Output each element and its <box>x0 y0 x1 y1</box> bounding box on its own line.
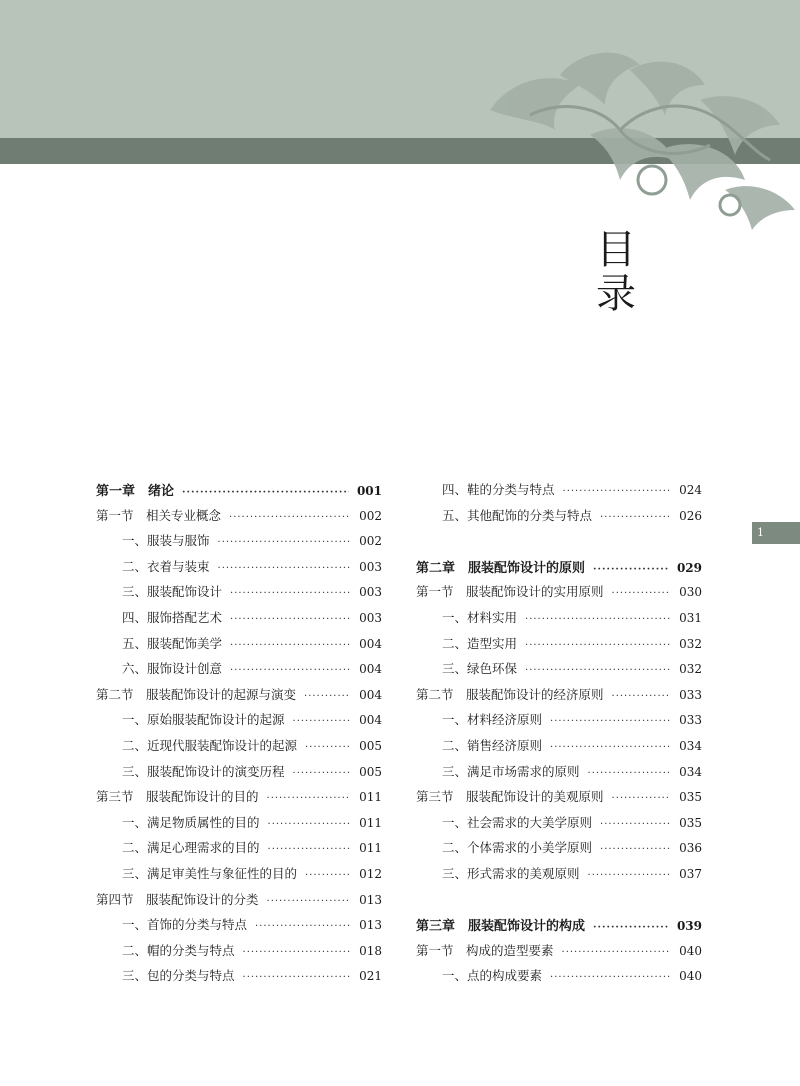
toc-entry-label: 四、服饰搭配艺术 <box>122 609 223 625</box>
toc-leader-dots <box>593 564 669 575</box>
toc-leader-dots <box>305 870 351 881</box>
toc-item-row[interactable] <box>96 966 382 992</box>
toc-entry-label: 三、绿色环保 <box>442 661 518 677</box>
toc-item-row[interactable] <box>416 480 702 506</box>
title-char: 目 <box>596 227 636 273</box>
toc-page-number: 030 <box>679 585 702 600</box>
toc-entry-label: 一、首饰的分类与特点 <box>122 917 248 933</box>
toc-item-row[interactable] <box>416 608 702 634</box>
toc-entry-label: 二、个体需求的小美学原则 <box>442 840 593 856</box>
toc-item-row[interactable] <box>416 634 702 660</box>
toc-leader-dots <box>243 947 352 958</box>
toc-entry-label: 第一章 绪论 <box>96 484 175 499</box>
toc-leader-dots <box>268 844 352 855</box>
toc-section-row[interactable] <box>416 787 702 813</box>
toc-entry-label: 五、服装配饰美学 <box>122 635 223 651</box>
toc-leader-dots <box>588 870 672 881</box>
toc-page-number: 035 <box>679 790 702 805</box>
toc-item-row[interactable] <box>96 710 382 736</box>
toc-leader-dots <box>230 640 351 651</box>
toc-leader-dots <box>593 922 669 933</box>
toc-page-number: 033 <box>679 687 702 702</box>
toc-page-number: 026 <box>679 508 702 523</box>
toc-section-row[interactable] <box>96 787 382 813</box>
toc-page-number: 005 <box>359 738 382 753</box>
toc-entry-label: 五、其他配饰的分类与特点 <box>442 507 593 523</box>
toc-page-number: 021 <box>359 969 382 984</box>
toc-entry-label: 第一节 服装配饰设计的实用原则 <box>416 584 604 600</box>
toc-item-row[interactable] <box>96 838 382 864</box>
toc-entry-label: 三、形式需求的美观原则 <box>442 865 580 881</box>
toc-entry-label: 第二节 服装配饰设计的经济原则 <box>416 686 604 702</box>
toc-leader-dots <box>229 512 351 523</box>
toc-page-number: 004 <box>359 662 382 677</box>
toc-page-number: 024 <box>679 483 702 497</box>
toc-leader-dots <box>218 563 352 574</box>
toc-page-number: 004 <box>359 713 382 728</box>
floral-ornament <box>470 40 800 230</box>
toc-leader-dots <box>255 921 351 932</box>
toc-entry-label: 三、满足审美性与象征性的目的 <box>122 865 298 881</box>
toc-entry-label: 一、社会需求的大美学原则 <box>442 814 593 830</box>
toc-page-number: 013 <box>359 918 382 933</box>
toc-page-number: 002 <box>359 508 382 523</box>
toc-section-row[interactable] <box>416 582 702 608</box>
toc-section-row[interactable] <box>416 941 702 967</box>
toc-leader-dots <box>550 972 671 983</box>
toc-entry-label: 第一节 构成的造型要素 <box>416 942 554 958</box>
toc-leader-dots <box>230 588 351 599</box>
toc-right-column <box>416 480 702 992</box>
toc-section-row[interactable] <box>96 685 382 711</box>
toc-page-number: 040 <box>679 969 702 984</box>
toc-leader-dots <box>293 716 352 727</box>
toc-leader-dots <box>305 742 351 753</box>
toc-spacer <box>416 890 702 916</box>
toc-entry-label: 第三章 服装配饰设计的构成 <box>416 919 586 935</box>
toc-entry-label: 一、原始服装配饰设计的起源 <box>122 712 285 728</box>
toc-entry-label: 一、材料经济原则 <box>442 712 543 728</box>
toc-item-row[interactable] <box>96 531 382 557</box>
toc-entry-label: 三、服装配饰设计的演变历程 <box>122 763 285 779</box>
toc-page-number: 031 <box>679 610 702 625</box>
toc-page-number: 011 <box>359 790 382 805</box>
title-char: 录 <box>596 271 636 317</box>
toc-entry-label: 三、服装配饰设计 <box>122 584 223 600</box>
toc-item-row[interactable] <box>96 608 382 634</box>
toc-chapter-row[interactable] <box>416 557 702 583</box>
toc-page-number: 011 <box>359 815 382 830</box>
toc-entry-label: 二、帽的分类与特点 <box>122 942 235 958</box>
toc-entry-label: 第四节 服装配饰设计的分类 <box>96 891 259 907</box>
toc-item-row[interactable] <box>96 634 382 660</box>
toc-page-number: 033 <box>679 713 702 728</box>
toc-item-row[interactable] <box>96 915 382 941</box>
toc-leader-dots <box>268 819 352 830</box>
toc-chapter-row[interactable] <box>96 480 382 506</box>
toc-section-row[interactable] <box>416 685 702 711</box>
toc-leader-dots <box>563 486 672 497</box>
toc-chapter-row[interactable] <box>416 915 702 941</box>
toc-page-number: 003 <box>359 585 382 600</box>
toc-leader-dots <box>612 793 672 804</box>
toc-item-row[interactable] <box>416 966 702 992</box>
toc-entry-label: 第一节 相关专业概念 <box>96 507 222 523</box>
toc-leader-dots <box>525 665 671 676</box>
toc-page-number: 003 <box>359 559 382 574</box>
toc-item-row[interactable] <box>96 736 382 762</box>
toc-page-number: 018 <box>359 943 382 958</box>
toc-leader-dots <box>230 614 351 625</box>
toc-entry-label: 一、材料实用 <box>442 609 518 625</box>
page-title <box>592 228 640 316</box>
toc-page-number: 004 <box>359 636 382 651</box>
toc-page-number: 013 <box>359 892 382 907</box>
toc-entry-label: 二、销售经济原则 <box>442 737 543 753</box>
toc-section-row[interactable] <box>96 890 382 916</box>
toc-item-row[interactable] <box>416 813 702 839</box>
toc-item-row[interactable] <box>96 762 382 788</box>
toc-item-row[interactable] <box>416 864 702 890</box>
toc-leader-dots <box>600 512 671 523</box>
toc-leader-dots <box>267 896 352 907</box>
toc-leader-dots <box>230 665 351 676</box>
toc-spacer <box>416 531 702 557</box>
toc-entry-label: 二、近现代服装配饰设计的起源 <box>122 737 298 753</box>
toc-page-number: 003 <box>359 610 382 625</box>
toc-item-row[interactable] <box>96 659 382 685</box>
toc-entry-label: 二、满足心理需求的目的 <box>122 840 260 856</box>
toc-item-row[interactable] <box>416 838 702 864</box>
toc-item-row[interactable] <box>96 813 382 839</box>
toc-entry-label: 一、服装与服饰 <box>122 533 210 549</box>
toc-page-number: 037 <box>679 866 702 881</box>
toc-page-number: 029 <box>676 560 702 575</box>
toc-entry-label: 六、服饰设计创意 <box>122 661 223 677</box>
toc-entry-label: 二、造型实用 <box>442 635 518 651</box>
toc-leader-dots <box>293 768 352 779</box>
toc-page-number: 034 <box>679 764 702 779</box>
toc-leader-dots <box>612 588 672 599</box>
toc-leader-dots <box>304 691 351 702</box>
toc-item-row[interactable] <box>416 710 702 736</box>
toc-page-number: 040 <box>679 943 702 958</box>
toc-entry-label: 四、鞋的分类与特点 <box>442 482 555 497</box>
toc-leader-dots <box>600 819 671 830</box>
toc-leader-dots <box>182 487 349 498</box>
toc-page-number: 011 <box>359 841 382 856</box>
toc-leader-dots <box>218 537 352 548</box>
toc-leader-dots <box>600 844 671 855</box>
toc-page-number: 032 <box>679 662 702 677</box>
toc-item-row[interactable] <box>96 864 382 890</box>
toc-section-row[interactable] <box>96 506 382 532</box>
toc-entry-label: 第二节 服装配饰设计的起源与演变 <box>96 686 297 702</box>
toc-item-row[interactable] <box>96 557 382 583</box>
toc-entry-label: 第三节 服装配饰设计的目的 <box>96 789 259 805</box>
toc-item-row[interactable] <box>416 506 702 532</box>
toc-item-row[interactable] <box>416 736 702 762</box>
toc-item-row[interactable] <box>416 659 702 685</box>
toc-entry-label: 一、点的构成要素 <box>442 968 543 984</box>
toc-leader-dots <box>562 947 672 958</box>
toc-leader-dots <box>588 768 672 779</box>
toc-leader-dots <box>243 972 352 983</box>
toc-left-column <box>96 480 382 992</box>
toc-entry-label: 三、包的分类与特点 <box>122 968 235 984</box>
toc-leader-dots <box>267 793 352 804</box>
toc-entry-label: 第二章 服装配饰设计的原则 <box>416 560 586 576</box>
toc-leader-dots <box>525 640 671 651</box>
toc-page-number: 001 <box>356 484 382 498</box>
toc-item-row[interactable] <box>96 582 382 608</box>
toc-page-number: 005 <box>359 764 382 779</box>
toc-entry-label: 二、衣着与装束 <box>122 558 210 574</box>
toc-leader-dots <box>612 691 672 702</box>
toc-item-row[interactable] <box>96 941 382 967</box>
toc-leader-dots <box>550 742 671 753</box>
toc-entry-label: 第三节 服装配饰设计的美观原则 <box>416 789 604 805</box>
toc-entry-label: 三、满足市场需求的原则 <box>442 763 580 779</box>
toc-page-number: 034 <box>679 738 702 753</box>
toc-page-number: 002 <box>359 534 382 549</box>
toc-page-number: 012 <box>359 866 382 881</box>
toc-page-number: 039 <box>676 919 702 934</box>
toc-leader-dots <box>550 716 671 727</box>
toc-page-number: 032 <box>679 636 702 651</box>
toc-page-number: 036 <box>679 841 702 856</box>
toc-page-number: 004 <box>359 687 382 702</box>
toc-entry-label: 一、满足物质属性的目的 <box>122 814 260 830</box>
toc-item-row[interactable] <box>416 762 702 788</box>
page-number-tab: 1 <box>752 522 800 544</box>
toc-leader-dots <box>525 614 671 625</box>
toc-page-number: 035 <box>679 815 702 830</box>
